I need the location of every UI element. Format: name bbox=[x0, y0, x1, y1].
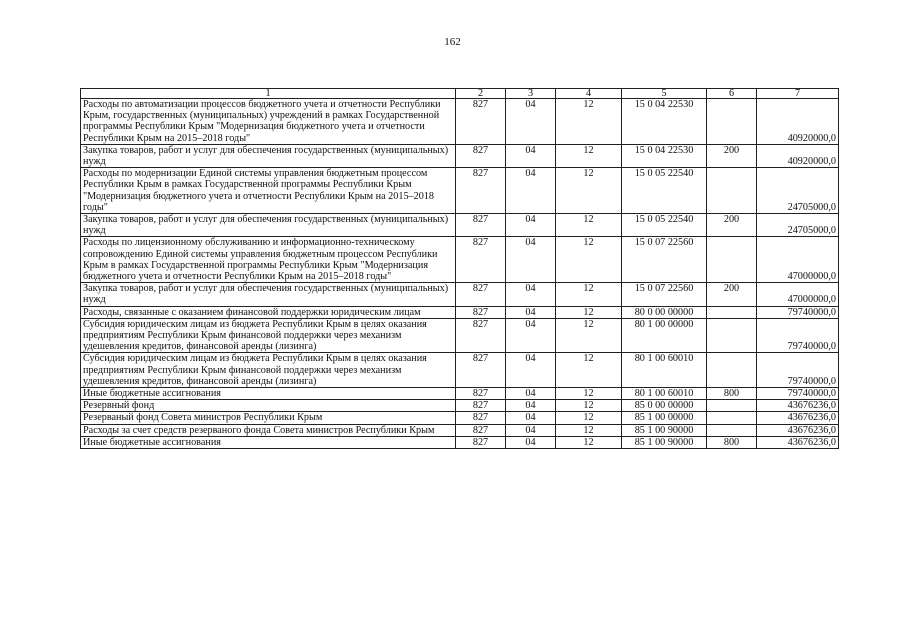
ministry-code: 827 bbox=[456, 318, 506, 353]
subsection-code: 12 bbox=[556, 168, 622, 214]
ministry-code: 827 bbox=[456, 388, 506, 400]
section-code: 04 bbox=[506, 353, 556, 388]
amount-value: 43676236,0 bbox=[757, 436, 839, 448]
expense-description: Иные бюджетные ассигнования bbox=[81, 388, 456, 400]
subsection-code: 12 bbox=[556, 353, 622, 388]
section-code: 04 bbox=[506, 388, 556, 400]
subsection-code: 12 bbox=[556, 424, 622, 436]
ministry-code: 827 bbox=[456, 400, 506, 412]
section-code: 04 bbox=[506, 424, 556, 436]
expense-description: Резервный фонд bbox=[81, 400, 456, 412]
target-article-code: 15 0 04 22530 bbox=[622, 144, 707, 167]
ministry-code: 827 bbox=[456, 412, 506, 424]
table-row bbox=[81, 237, 839, 283]
target-article-code: 15 0 07 22560 bbox=[622, 283, 707, 306]
expense-description: Расходы по лицензионному обслуживанию и информационно-техническому сопровождению Единой системы управления бюджетным процессом Республики Крым в рамках Государственной программы Республики Крым "Модернизация бюджетного учета и отчетности Республики Крым на 2015–2018 годы" bbox=[81, 237, 456, 283]
expense-description: Расходы, связанные с оказанием финансовой поддержки юридическим лицам bbox=[81, 306, 456, 318]
amount-value: 40920000,0 bbox=[757, 99, 839, 145]
ministry-code: 827 bbox=[456, 214, 506, 237]
target-article-code: 15 0 05 22540 bbox=[622, 168, 707, 214]
expense-description: Закупка товаров, работ и услуг для обеспечения государственных (муниципальных) нужд bbox=[81, 283, 456, 306]
target-article-code: 80 0 00 00000 bbox=[622, 306, 707, 318]
expense-type-code: 800 bbox=[707, 388, 757, 400]
amount-value: 40920000,0 bbox=[757, 144, 839, 167]
amount-value: 79740000,0 bbox=[757, 388, 839, 400]
expense-type-code: 200 bbox=[707, 144, 757, 167]
expense-description: Резерваный фонд Совета министров Республики Крым bbox=[81, 412, 456, 424]
ministry-code: 827 bbox=[456, 283, 506, 306]
expense-description: Расходы за счет средств резерваного фонда Совета министров Республики Крым bbox=[81, 424, 456, 436]
target-article-code: 80 1 00 00000 bbox=[622, 318, 707, 353]
section-code: 04 bbox=[506, 412, 556, 424]
section-code: 04 bbox=[506, 306, 556, 318]
expense-type-code bbox=[707, 353, 757, 388]
target-article-code: 80 1 00 60010 bbox=[622, 388, 707, 400]
expense-type-code bbox=[707, 306, 757, 318]
target-article-code: 85 1 00 00000 bbox=[622, 412, 707, 424]
table-row bbox=[81, 99, 839, 145]
section-code: 04 bbox=[506, 237, 556, 283]
ministry-code: 827 bbox=[456, 144, 506, 167]
target-article-code: 80 1 00 60010 bbox=[622, 353, 707, 388]
page-number: 162 bbox=[444, 36, 461, 48]
expense-description: Закупка товаров, работ и услуг для обеспечения государственных (муниципальных) нужд bbox=[81, 214, 456, 237]
target-article-code: 85 1 00 90000 bbox=[622, 436, 707, 448]
expense-type-code bbox=[707, 237, 757, 283]
subsection-code: 12 bbox=[556, 237, 622, 283]
amount-value: 79740000,0 bbox=[757, 306, 839, 318]
column-number-row bbox=[81, 89, 839, 99]
table-row bbox=[81, 424, 839, 436]
section-code: 04 bbox=[506, 144, 556, 167]
ministry-code: 827 bbox=[456, 99, 506, 145]
section-code: 04 bbox=[506, 214, 556, 237]
ministry-code: 827 bbox=[456, 237, 506, 283]
budget-table bbox=[80, 88, 839, 449]
table-row bbox=[81, 436, 839, 448]
subsection-code: 12 bbox=[556, 99, 622, 145]
expense-description: Иные бюджетные ассигнования bbox=[81, 436, 456, 448]
amount-value: 43676236,0 bbox=[757, 400, 839, 412]
subsection-code: 12 bbox=[556, 283, 622, 306]
column-number: 4 bbox=[556, 89, 622, 99]
table-row bbox=[81, 283, 839, 306]
ministry-code: 827 bbox=[456, 424, 506, 436]
section-code: 04 bbox=[506, 318, 556, 353]
amount-value: 24705000,0 bbox=[757, 168, 839, 214]
column-number: 1 bbox=[81, 89, 456, 99]
target-article-code: 85 0 00 00000 bbox=[622, 400, 707, 412]
target-article-code: 15 0 07 22560 bbox=[622, 237, 707, 283]
amount-value: 43676236,0 bbox=[757, 424, 839, 436]
target-article-code: 15 0 04 22530 bbox=[622, 99, 707, 145]
column-number: 5 bbox=[622, 89, 707, 99]
subsection-code: 12 bbox=[556, 436, 622, 448]
column-number: 2 bbox=[456, 89, 506, 99]
column-number: 3 bbox=[506, 89, 556, 99]
table-row bbox=[81, 144, 839, 167]
expense-description: Субсидия юридическим лицам из бюджета Республики Крым в целях оказания предприятиям Республики Крым финансовой поддержки через механизм удешевления кредитов, финансовой аренды (лизинга) bbox=[81, 318, 456, 353]
section-code: 04 bbox=[506, 168, 556, 214]
expense-type-code bbox=[707, 424, 757, 436]
expense-description: Субсидия юридическим лицам из бюджета Республики Крым в целях оказания предприятиям Республики Крым финансовой поддержки через механизм удешевления кредитов, финансовой аренды (лизинга) bbox=[81, 353, 456, 388]
ministry-code: 827 bbox=[456, 306, 506, 318]
subsection-code: 12 bbox=[556, 388, 622, 400]
expense-type-code: 200 bbox=[707, 214, 757, 237]
section-code: 04 bbox=[506, 400, 556, 412]
target-article-code: 85 1 00 90000 bbox=[622, 424, 707, 436]
table-row bbox=[81, 353, 839, 388]
amount-value: 47000000,0 bbox=[757, 237, 839, 283]
table-row bbox=[81, 412, 839, 424]
column-number: 7 bbox=[757, 89, 839, 99]
expense-type-code bbox=[707, 412, 757, 424]
expense-type-code: 200 bbox=[707, 283, 757, 306]
subsection-code: 12 bbox=[556, 144, 622, 167]
expense-type-code bbox=[707, 400, 757, 412]
target-article-code: 15 0 05 22540 bbox=[622, 214, 707, 237]
amount-value: 79740000,0 bbox=[757, 318, 839, 353]
table-row bbox=[81, 306, 839, 318]
subsection-code: 12 bbox=[556, 412, 622, 424]
table-row bbox=[81, 318, 839, 353]
ministry-code: 827 bbox=[456, 353, 506, 388]
ministry-code: 827 bbox=[456, 168, 506, 214]
expense-type-code bbox=[707, 99, 757, 145]
table-row bbox=[81, 214, 839, 237]
expense-description: Расходы по модернизации Единой системы управления бюджетным процессом Республики Крым в рамках Государственной программы Республики Крым "Модернизация бюджетного учета и отчетности Республики Крым на 2015–2018 годы" bbox=[81, 168, 456, 214]
expense-type-code bbox=[707, 168, 757, 214]
subsection-code: 12 bbox=[556, 400, 622, 412]
amount-value: 24705000,0 bbox=[757, 214, 839, 237]
section-code: 04 bbox=[506, 283, 556, 306]
column-number: 6 bbox=[707, 89, 757, 99]
amount-value: 43676236,0 bbox=[757, 412, 839, 424]
expense-type-code: 800 bbox=[707, 436, 757, 448]
ministry-code: 827 bbox=[456, 436, 506, 448]
table-row bbox=[81, 400, 839, 412]
section-code: 04 bbox=[506, 436, 556, 448]
section-code: 04 bbox=[506, 99, 556, 145]
amount-value: 47000000,0 bbox=[757, 283, 839, 306]
expense-type-code bbox=[707, 318, 757, 353]
expense-description: Расходы по автоматизации процессов бюджетного учета и отчетности Республики Крым, государственных (муниципальных) учреждений в рамках Государственной программы Республики Крым "Модернизация бюджетного учета и отчетности Республики Крым на 2015–2018 годы" bbox=[81, 99, 456, 145]
expense-description: Закупка товаров, работ и услуг для обеспечения государственных (муниципальных) нужд bbox=[81, 144, 456, 167]
amount-value: 79740000,0 bbox=[757, 353, 839, 388]
table-row bbox=[81, 388, 839, 400]
subsection-code: 12 bbox=[556, 318, 622, 353]
subsection-code: 12 bbox=[556, 306, 622, 318]
subsection-code: 12 bbox=[556, 214, 622, 237]
table-row bbox=[81, 168, 839, 214]
